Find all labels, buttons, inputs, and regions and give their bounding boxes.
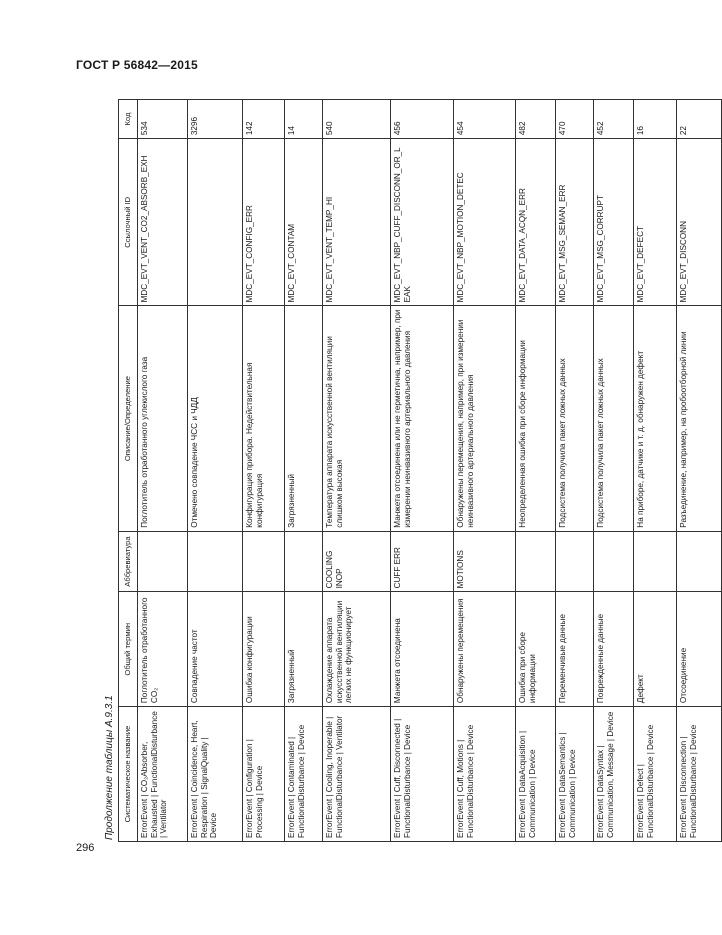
cell-systematic-name: ErrorEvent | CO₂Absorber, Exhausted | FunctionalDisturbance | Ventilator (138, 707, 188, 842)
cell-common-term: Манжета отсоединена (391, 592, 454, 707)
table-row (677, 100, 722, 842)
table-row (454, 100, 516, 842)
cell-reference-id: MDC_EVT_NBP_MOTION_DETEC (454, 139, 516, 306)
table-continuation-caption: Продолжение таблицы А.9.3.1 (104, 695, 115, 840)
page-number: 296 (76, 842, 95, 854)
cell-reference-id: MDC_EVT_CONFIG_ERR (243, 139, 285, 306)
cell-description: Разъединение, например, на пробоотборной линии (677, 306, 722, 531)
column-header: Аббревиатура (119, 531, 138, 592)
cell-common-term: Обнаружены перемещения (454, 592, 516, 707)
cell-code: 470 (556, 100, 594, 139)
cell-abbreviation (634, 531, 677, 592)
cell-common-term: Ошибка при сборе информации (516, 592, 556, 707)
cell-reference-id: MDC_EVT_VENT_CO2_ABSORB_EXH (138, 139, 188, 306)
cell-code: 540 (323, 100, 391, 139)
cell-description: Манжета отсоединена или не герметична, например, при измерении неинвазивного артериального давления (391, 306, 454, 531)
cell-reference-id: MDC_EVT_VENT_TEMP_HI (323, 139, 391, 306)
cell-code: 482 (516, 100, 556, 139)
cell-code: 22 (677, 100, 722, 139)
cell-common-term: Отсоединение (677, 592, 722, 707)
cell-systematic-name: ErrorEvent | Contaminated | FunctionalDisturbance | Device (285, 707, 323, 842)
column-header: Описание/Определение (119, 306, 138, 531)
cell-systematic-name: ErrorEvent | DataSyntax | Communication, Message | Device (594, 707, 634, 842)
cell-code: 534 (138, 100, 188, 139)
cell-abbreviation (243, 531, 285, 592)
table-body (138, 100, 722, 842)
cell-code: 456 (391, 100, 454, 139)
table-header-row (119, 100, 138, 842)
cell-reference-id: MDC_EVT_MSG_SEMAN_ERR (556, 139, 594, 306)
cell-systematic-name: ErrorEvent | DataSemantics | Communication | Device (556, 707, 594, 842)
cell-common-term: Дефект (634, 592, 677, 707)
table-row (391, 100, 454, 842)
table-row (285, 100, 323, 842)
page-header: ГОСТ Р 56842—2015 (76, 58, 198, 72)
cell-description: Конфигурация прибора. Недействительная конфигурация (243, 306, 285, 531)
cell-code: 452 (594, 100, 634, 139)
cell-code: 454 (454, 100, 516, 139)
table-row (138, 100, 188, 842)
cell-description: Обнаружены перемещения, например, при измерении неинвазивного артериального давления (454, 306, 516, 531)
cell-systematic-name: ErrorEvent | Defect | FunctionalDisturbance | Device (634, 707, 677, 842)
table-row (556, 100, 594, 842)
cell-common-term: Переменчивые данные (556, 592, 594, 707)
cell-abbreviation: MOTIONS (454, 531, 516, 592)
rotated-table-block (102, 99, 698, 842)
cell-common-term: Поврежденные данные (594, 592, 634, 707)
column-header: Код (119, 100, 138, 139)
cell-common-term: Поглотитель отработанного CO₂ (138, 592, 188, 707)
cell-code: 3296 (188, 100, 243, 139)
cell-code: 14 (285, 100, 323, 139)
cell-description: Поглотитель отработанного углекислого газа (138, 306, 188, 531)
table-row (188, 100, 243, 842)
table-row (634, 100, 677, 842)
column-header: Ссылочный ID (119, 139, 138, 306)
cell-systematic-name: ErrorEvent | Cuff, Disconnected | FunctionalDisturbance | Device (391, 707, 454, 842)
cell-systematic-name: ErrorEvent | DataAcquisition | Communication | Device (516, 707, 556, 842)
cell-abbreviation (594, 531, 634, 592)
cell-description: Неопределенная ошибка при сборе информации (516, 306, 556, 531)
cell-abbreviation (516, 531, 556, 592)
cell-common-term: Ошибка конфигурации (243, 592, 285, 707)
cell-reference-id: MDC_EVT_DISCONN (677, 139, 722, 306)
cell-reference-id: MDC_EVT_MSG_CORRUPT (594, 139, 634, 306)
cell-code: 16 (634, 100, 677, 139)
cell-description: Подсистема получила пакет ложных данных (556, 306, 594, 531)
cell-abbreviation (188, 531, 243, 592)
cell-systematic-name: ErrorEvent | Configuration | Processing | Device (243, 707, 285, 842)
cell-systematic-name: ErrorEvent | Cuff, Motions | FunctionalDisturbance | Device (454, 707, 516, 842)
cell-abbreviation (677, 531, 722, 592)
cell-reference-id: MDC_EVT_NBP_CUFF_DISCONN_OR_LEAK (391, 139, 454, 306)
cell-reference-id (188, 139, 243, 306)
cell-abbreviation (556, 531, 594, 592)
cell-abbreviation (285, 531, 323, 592)
cell-systematic-name: ErrorEvent | Coincidence, Heart, Respiration | SignalQuality | Device (188, 707, 243, 842)
cell-reference-id: MDC_EVT_CONTAM (285, 139, 323, 306)
cell-description: Загрязненный (285, 306, 323, 531)
cell-description: Подсистема получила пакет ложных данных (594, 306, 634, 531)
cell-abbreviation (138, 531, 188, 592)
table-row (594, 100, 634, 842)
cell-common-term: Загрязненный (285, 592, 323, 707)
cell-description: Температура аппарата искусственной вентиляции слишком высокая (323, 306, 391, 531)
table-row (516, 100, 556, 842)
table-row (323, 100, 391, 842)
cell-description: На приборе, датчике и т. д. обнаружен дефект (634, 306, 677, 531)
cell-common-term: Охлаждение аппарата искусственной вентиляции легких не функционирует (323, 592, 391, 707)
cell-reference-id: MDC_EVT_DATA_ACQN_ERR (516, 139, 556, 306)
cell-description: Отмечено совпадение ЧСС и ЧДД (188, 306, 243, 531)
cell-systematic-name: ErrorEvent | Cooling, Inoperable | FunctionalDisturbance | Ventilator (323, 707, 391, 842)
cell-abbreviation: CUFF ERR (391, 531, 454, 592)
cell-common-term: Совпадение частот (188, 592, 243, 707)
table-row (243, 100, 285, 842)
column-header: Общий термин (119, 592, 138, 707)
cell-systematic-name: ErrorEvent | Disconnection | FunctionalDisturbance | Device (677, 707, 722, 842)
cell-code: 142 (243, 100, 285, 139)
cell-reference-id: MDC_EVT_DEFECT (634, 139, 677, 306)
cell-abbreviation: COOLING INOP (323, 531, 391, 592)
column-header: Систематическое название (119, 707, 138, 842)
terms-table (118, 99, 722, 842)
